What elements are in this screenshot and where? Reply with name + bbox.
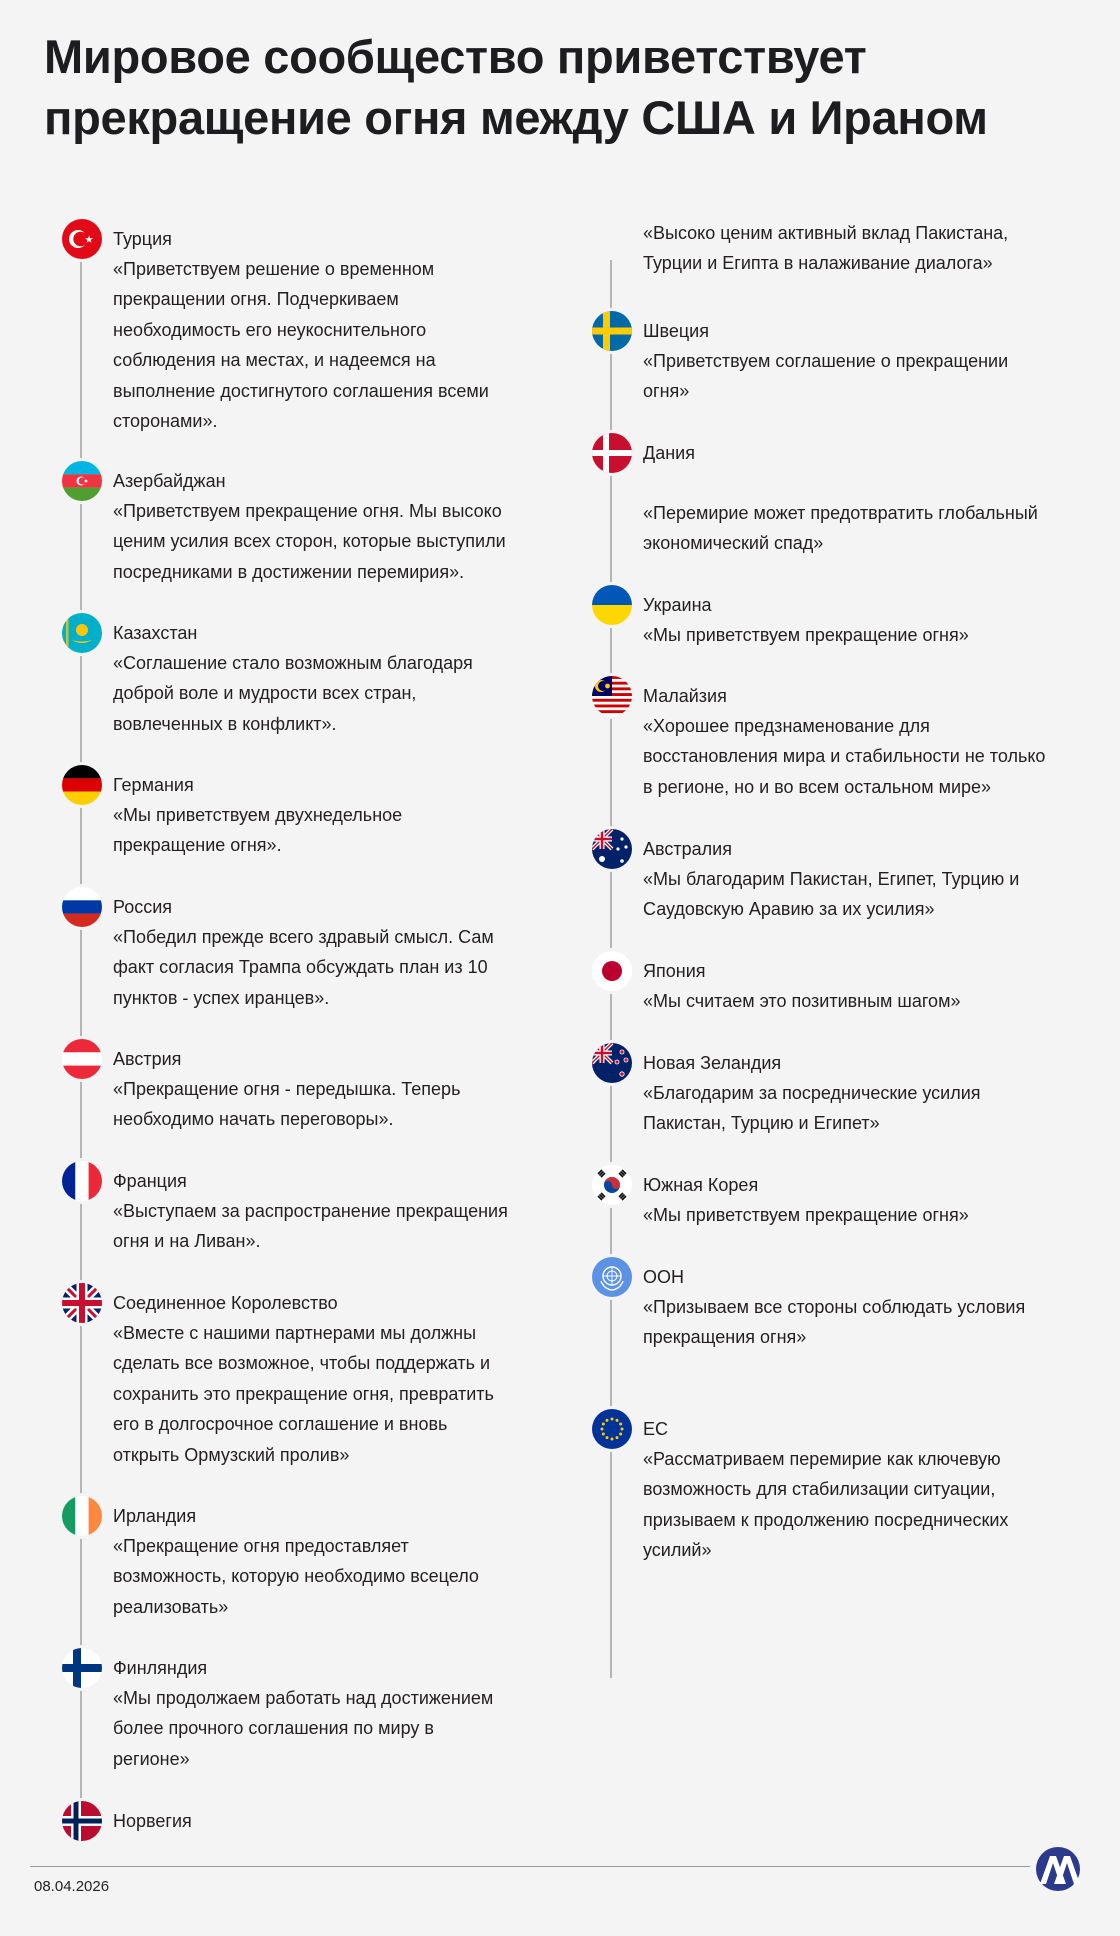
quote-line: необходимо начать переговоры».	[113, 1109, 394, 1130]
statement-quote	[113, 496, 506, 587]
uk-flag-icon	[62, 1283, 102, 1323]
statement-quote	[113, 1196, 508, 1257]
turkey-flag-icon	[62, 219, 102, 259]
quote-line: прекращении огня. Подчеркиваем	[113, 289, 399, 310]
country-name: Казахстан	[113, 623, 198, 643]
statement-quote	[643, 1078, 981, 1139]
quote-line: пунктов - успех иранцев».	[113, 987, 330, 1008]
quote-line: вовлеченных в конфликт».	[113, 713, 337, 734]
quote-line: «Перемирие может предотвратить глобальный	[643, 503, 1038, 523]
footer-divider	[30, 1866, 1030, 1867]
country-name: Малайзия	[643, 686, 727, 706]
quote-line: выполнение достигнутого соглашения всеми	[113, 380, 489, 401]
ireland-flag-icon	[62, 1496, 102, 1536]
statement-quote	[643, 711, 1045, 802]
azerbaijan-flag-icon	[62, 461, 102, 501]
quote-line: «Мы считаем это позитивным шагом»	[643, 991, 961, 1011]
quote-line: Турции и Египта в налаживание диалога»	[643, 253, 993, 274]
country-name: Швеция	[643, 321, 709, 341]
publication-date: 08.04.2026	[34, 1878, 110, 1895]
un-flag-icon	[592, 1257, 632, 1297]
quote-line: «Приветствуем прекращение огня. Мы высоко	[113, 501, 502, 521]
anadolu-agency-logo-icon	[1028, 1846, 1088, 1892]
austria-flag-icon	[62, 1039, 102, 1079]
quote-line: «Выступаем за распространение прекращения	[113, 1201, 508, 1221]
quote-line: экономический спад»	[643, 533, 824, 554]
norway-flag-icon	[62, 1801, 102, 1841]
quote-line: «Прекращение огня предоставляет	[113, 1536, 409, 1556]
france-flag-icon	[62, 1161, 102, 1201]
title-line-2: прекращение огня между США и Ираном	[44, 91, 988, 144]
quote-line: «Мы благодарим Пакистан, Египет, Турцию и	[643, 869, 1020, 889]
quote-line: открыть Ормузский пролив»	[113, 1444, 350, 1465]
quote-line: «Приветствуем соглашение о прекращении	[643, 351, 1009, 371]
quote-line: «Вместе с нашими партнерами мы должны	[113, 1323, 477, 1343]
statement-quote	[113, 922, 494, 1013]
country-name: Япония	[643, 961, 706, 981]
quote-line: огня и на Ливан».	[113, 1231, 261, 1252]
country-name: ЕС	[643, 1419, 669, 1439]
germany-flag-icon	[62, 765, 102, 805]
country-name: Азербайджан	[113, 471, 226, 491]
quote-line: необходимость его неукоснительного	[113, 319, 427, 340]
statement-quote	[643, 1292, 1025, 1353]
denmark-flag-icon	[592, 433, 632, 473]
quote-line: «Мы приветствуем прекращение огня»	[643, 625, 969, 645]
country-name: Новая Зеландия	[643, 1053, 782, 1073]
statement-quote	[643, 864, 1019, 925]
australia-flag-icon	[592, 829, 632, 869]
quote-line: доброй воле и мудрости всех стран,	[113, 683, 417, 704]
country-name: Франция	[113, 1171, 187, 1191]
country-name: Австрия	[113, 1049, 182, 1069]
russia-flag-icon	[62, 887, 102, 927]
country-name: Ирландия	[113, 1506, 197, 1526]
quote-line: соблюдения на местах, и надеемся на	[113, 350, 436, 371]
quote-line: прекращение огня».	[113, 835, 282, 856]
statement-quote	[643, 346, 1008, 407]
page-title	[44, 26, 1084, 148]
quote-line: прекращения огня»	[643, 1327, 807, 1348]
statement-quote	[643, 1444, 1008, 1566]
statement-quote	[113, 800, 402, 861]
quote-line: «Хорошее предзнаменование для	[643, 716, 930, 736]
japan-flag-icon	[592, 951, 632, 991]
quote-line: «Мы продолжаем работать над достижением	[113, 1688, 494, 1708]
country-name: Дания	[643, 443, 695, 463]
quote-line: «Прекращение огня - передышка. Теперь	[113, 1079, 461, 1099]
ukraine-flag-icon	[592, 585, 632, 625]
quote-line: «Призываем все стороны соблюдать условия	[643, 1297, 1026, 1317]
quote-line: усилий»	[643, 1540, 712, 1561]
statement-quote	[113, 1074, 460, 1135]
quote-line: в регионе, но и во всем остальном мире»	[643, 776, 992, 797]
quote-line: возможность, которую необходимо всецело	[113, 1566, 479, 1587]
statement-quote	[643, 1200, 969, 1230]
quote-line: призываем к продолжению посреднических	[643, 1509, 1009, 1530]
quote-line: факт согласия Трампа обсуждать план из 10	[113, 957, 488, 978]
quote-line: «Соглашение стало возможным благодаря	[113, 653, 473, 673]
quote-line: возможность для стабилизации ситуации,	[643, 1479, 996, 1500]
continued-quote	[643, 218, 1008, 279]
statement-quote	[643, 620, 969, 650]
south-korea-flag-icon	[592, 1165, 632, 1205]
statement-quote	[113, 254, 489, 436]
statement-quote	[643, 498, 1038, 559]
quote-line: огня»	[643, 381, 690, 402]
country-name: ООН	[643, 1267, 685, 1287]
quote-line: более прочного соглашения по миру в	[113, 1718, 434, 1739]
statement-quote	[113, 1531, 479, 1622]
statement-quote	[643, 986, 960, 1016]
quote-line: «Победил прежде всего здравый смысл. Сам	[113, 927, 494, 947]
quote-line: «Благодарим за посреднические усилия	[643, 1083, 981, 1103]
kazakhstan-flag-icon	[62, 613, 102, 653]
statement-quote	[113, 1683, 493, 1774]
sweden-flag-icon	[592, 311, 632, 351]
country-name: Турция	[113, 229, 172, 249]
country-name: Южная Корея	[643, 1175, 759, 1195]
country-name: Норвегия	[113, 1811, 192, 1831]
quote-line: сторонами».	[113, 411, 218, 432]
quote-line: реализовать»	[113, 1596, 229, 1617]
quote-line: регионе»	[113, 1748, 190, 1769]
country-name: Соединенное Королевство	[113, 1293, 338, 1313]
quote-line: сохранить это прекращение огня, превратить	[113, 1383, 494, 1404]
quote-line: Саудовскую Аравию за их усилия»	[643, 899, 935, 920]
quote-line: его в долгосрочное соглашение и вновь	[113, 1414, 448, 1435]
quote-line: «Рассматриваем перемирие как ключевую	[643, 1449, 1001, 1469]
finland-flag-icon	[62, 1648, 102, 1688]
country-name: Финляндия	[113, 1658, 208, 1678]
eu-flag-icon	[592, 1409, 632, 1449]
new-zealand-flag-icon	[592, 1043, 632, 1083]
statement-quote	[113, 648, 473, 739]
malaysia-flag-icon	[592, 676, 632, 716]
quote-line: Пакистан, Турцию и Египет»	[643, 1113, 880, 1134]
country-name: Австралия	[643, 839, 732, 859]
country-name: Германия	[113, 775, 194, 795]
quote-line: «Высоко ценим активный вклад Пакистана,	[643, 223, 1009, 243]
quote-line: «Приветствуем решение о временном	[113, 259, 435, 279]
quote-line: «Мы приветствуем прекращение огня»	[643, 1205, 969, 1225]
title-line-1: Мировое сообщество приветствует	[44, 30, 867, 83]
statement-quote	[113, 1318, 494, 1470]
country-name: Россия	[113, 897, 173, 917]
country-name: Украина	[643, 595, 712, 615]
quote-line: посредниками в достижении перемирия».	[113, 561, 465, 582]
quote-line: восстановления мира и стабильности не только	[643, 746, 1046, 767]
quote-line: сделать все возможное, чтобы поддержать и	[113, 1353, 491, 1374]
quote-line: ценим усилия всех сторон, которые выступили	[113, 531, 506, 552]
quote-line: «Мы приветствуем двухнедельное	[113, 805, 403, 825]
